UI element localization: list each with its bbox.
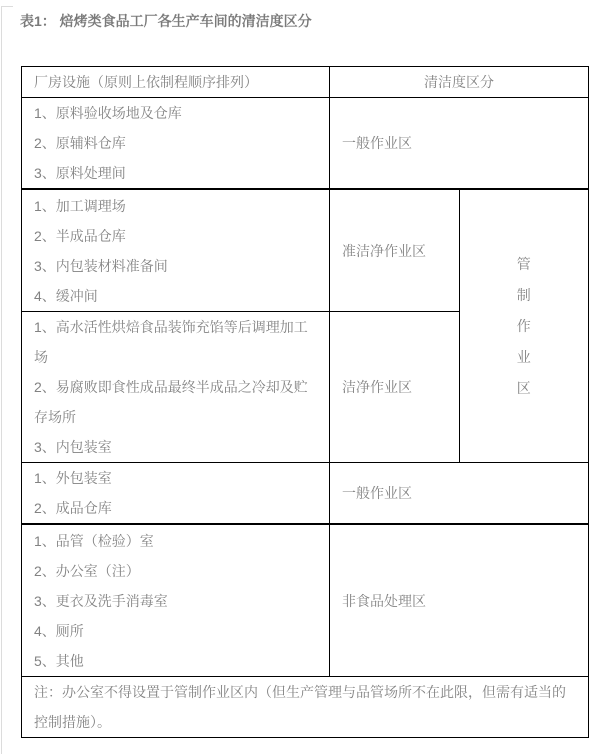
zone-label: 非食品处理区 (330, 524, 589, 677)
facility-item: 5、其他 (34, 652, 84, 669)
zone-label: 一般作业区 (330, 98, 589, 190)
facility-item: 3、更衣及洗手消毒室 (34, 592, 168, 609)
table-header-row (22, 67, 589, 98)
facility-item: 4、厕所 (34, 622, 84, 639)
facilities-cell (22, 98, 330, 190)
table-note-row (22, 677, 589, 738)
facility-item: 2、半成品仓库 (34, 227, 126, 244)
page-title: 表1： 焙烤类食品工厂各生产车间的清洁度区分 (20, 13, 312, 29)
facility-item: 3、原料处理间 (34, 165, 126, 181)
page-top-edge-line (1, 6, 13, 7)
facility-item: 1、品管（检验）室 (34, 532, 154, 549)
facility-item: 1、加工调理场 (34, 197, 126, 214)
facilities-cell (22, 524, 330, 677)
facilities-cell (22, 189, 330, 312)
facilities-cell (22, 312, 330, 463)
facility-item: 1、高水活性烘焙食品装饰充馅等后调理加工场 (34, 319, 308, 365)
facility-item: 2、办公室（注） (34, 562, 140, 579)
zone-label: 准洁净作业区 (330, 189, 460, 312)
zone-label: 一般作业区 (330, 463, 589, 525)
table-row (22, 463, 589, 525)
facility-item: 2、原辅料仓库 (34, 135, 126, 151)
facility-item: 3、内包装室 (34, 439, 112, 455)
note-text: 注：办公室不得设置于管制作业区内（但生产管理与品管场所不在此限，但需有适当的控制措施）。 (22, 677, 589, 738)
facility-item: 2、易腐败即食性成品最终半成品之冷却及贮存场所 (34, 379, 308, 425)
table-row (22, 189, 589, 312)
page-left-edge-line (1, 6, 2, 754)
header-facilities: 厂房设施（原则上依制程顺序排列） (22, 67, 330, 98)
controlled-zone-label: 管制作业区 (516, 255, 531, 396)
facility-item: 3、内包装材料准备间 (34, 257, 168, 274)
facility-item: 1、外包装室 (34, 470, 112, 486)
header-cleanliness: 清洁度区分 (330, 67, 589, 98)
facility-item: 2、成品仓库 (34, 500, 112, 516)
table-row (22, 98, 589, 190)
facility-item: 4、缓冲间 (34, 287, 98, 304)
facility-item: 1、原料验收场地及仓库 (34, 105, 182, 121)
cleanliness-zone-table (21, 66, 589, 738)
controlled-zone-cell (459, 189, 589, 463)
facilities-cell (22, 463, 330, 525)
zone-label: 洁净作业区 (330, 312, 460, 463)
table-row (22, 524, 589, 677)
